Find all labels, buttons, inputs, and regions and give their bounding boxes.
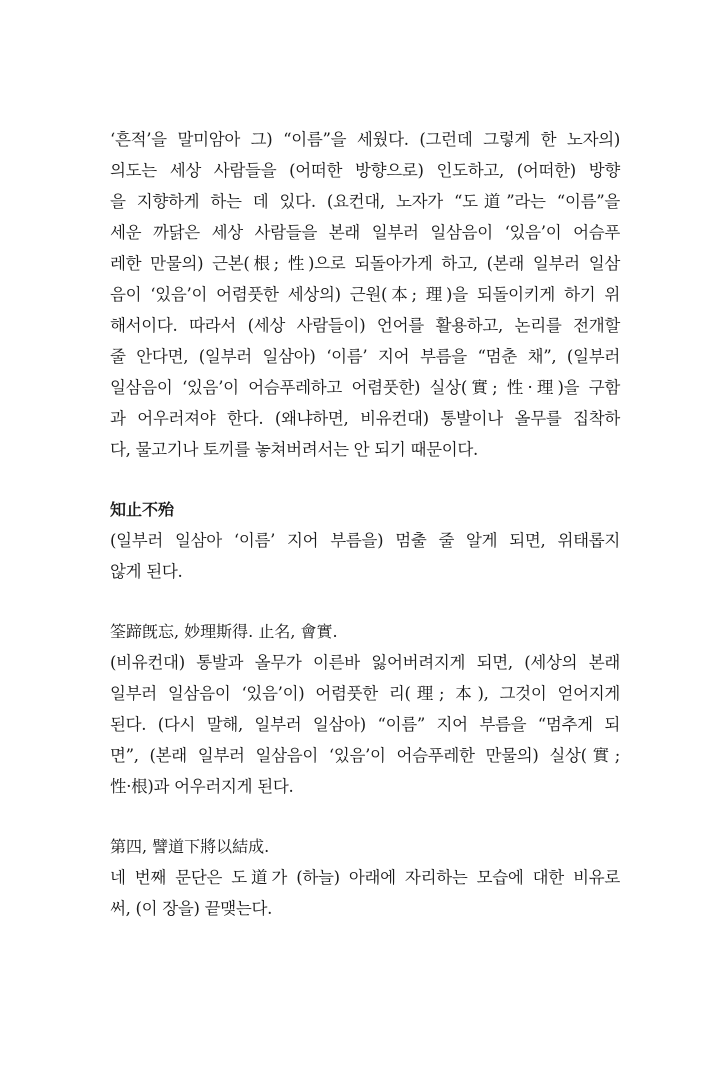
section-translation	[110, 525, 620, 587]
section-zhi-zhi-bu-dai	[110, 494, 620, 587]
paragraph-commentary	[110, 124, 620, 465]
text-line: 면”, (본래 일부러 일삼음이 ‘있음’이 어슴푸레한 만물의) 실상(實;	[110, 746, 620, 765]
text-line: 일삼음이 ‘있음’이 어슴푸레하고 어렴풋한) 실상(實; 性·理)을 구함	[110, 378, 620, 397]
paragraph-gap	[110, 587, 620, 616]
text-line: ‘흔적’을 말미암아 그) “이름”을 세웠다. (그런데 그렇게 한 노자의)	[110, 130, 620, 149]
text-line: 레한 만물의) 근본(根; 性)으로 되돌아가게 하고, (본래 일부러 일삼	[110, 254, 620, 273]
text-line: 性·根)과 어우러지게 된다.	[110, 777, 294, 796]
text-line: (일부러 일삼아 ‘이름’ 지어 부름을) 멈출 줄 알게 되면, 위태롭지	[110, 531, 620, 550]
document-page	[110, 124, 620, 924]
section-heading-classical: 筌蹄旣忘, 妙理斯得. 止名, 會實.	[110, 622, 338, 641]
text-line: 써, (이 장을) 끝맺는다.	[110, 899, 273, 918]
section-quan-ti	[110, 616, 620, 802]
text-line: 줄 안다면, (일부러 일삼아) ‘이름’ 지어 부름을 “멈춘 채”, (일부러	[110, 347, 620, 366]
text-line: 의도는 세상 사람들을 (어떠한 방향으로) 인도하고, (어떠한) 방향	[110, 161, 620, 180]
text-line: 네 번째 문단은 도道가 (하늘) 아래에 자리하는 모습에 대한 비유로	[110, 868, 620, 887]
paragraph-gap	[110, 802, 620, 831]
section-translation	[110, 647, 620, 802]
text-line: 음이 ‘있음’이 어렴풋한 세상의) 근원(本; 理)을 되돌이키게 하기 위	[110, 285, 620, 304]
text-line: 된다. (다시 말해, 일부러 일삼아) “이름” 지어 부름을 “멈추게 되	[110, 715, 620, 734]
section-heading-classical: 第四, 譬道下將以結成.	[110, 837, 270, 856]
section-di-si	[110, 831, 620, 924]
text-line: 세운 까닭은 세상 사람들을 본래 일부러 일삼음이 ‘있음’이 어슴푸	[110, 223, 620, 242]
text-line: (비유컨대) 통발과 올무가 이른바 잃어버려지게 되면, (세상의 본래	[110, 653, 620, 672]
text-line: 일부러 일삼음이 ‘있음’이) 어렴풋한 리(理; 本), 그것이 얻어지게	[110, 684, 620, 703]
section-heading-classical: 知止不殆	[110, 500, 175, 519]
text-line: 을 지향하게 하는 데 있다. (요컨대, 노자가 “도道”라는 “이름”을	[110, 192, 620, 211]
text-line: 해서이다. 따라서 (세상 사람들이) 언어를 활용하고, 논리를 전개할	[110, 316, 620, 335]
text-line: 다, 물고기나 토끼를 놓쳐버려서는 안 되기 때문이다.	[110, 440, 478, 459]
text-line: 과 어우러져야 한다. (왜냐하면, 비유컨대) 통발이나 올무를 집착하	[110, 409, 620, 428]
section-translation	[110, 862, 620, 924]
paragraph-gap	[110, 465, 620, 494]
text-line: 않게 된다.	[110, 562, 183, 581]
